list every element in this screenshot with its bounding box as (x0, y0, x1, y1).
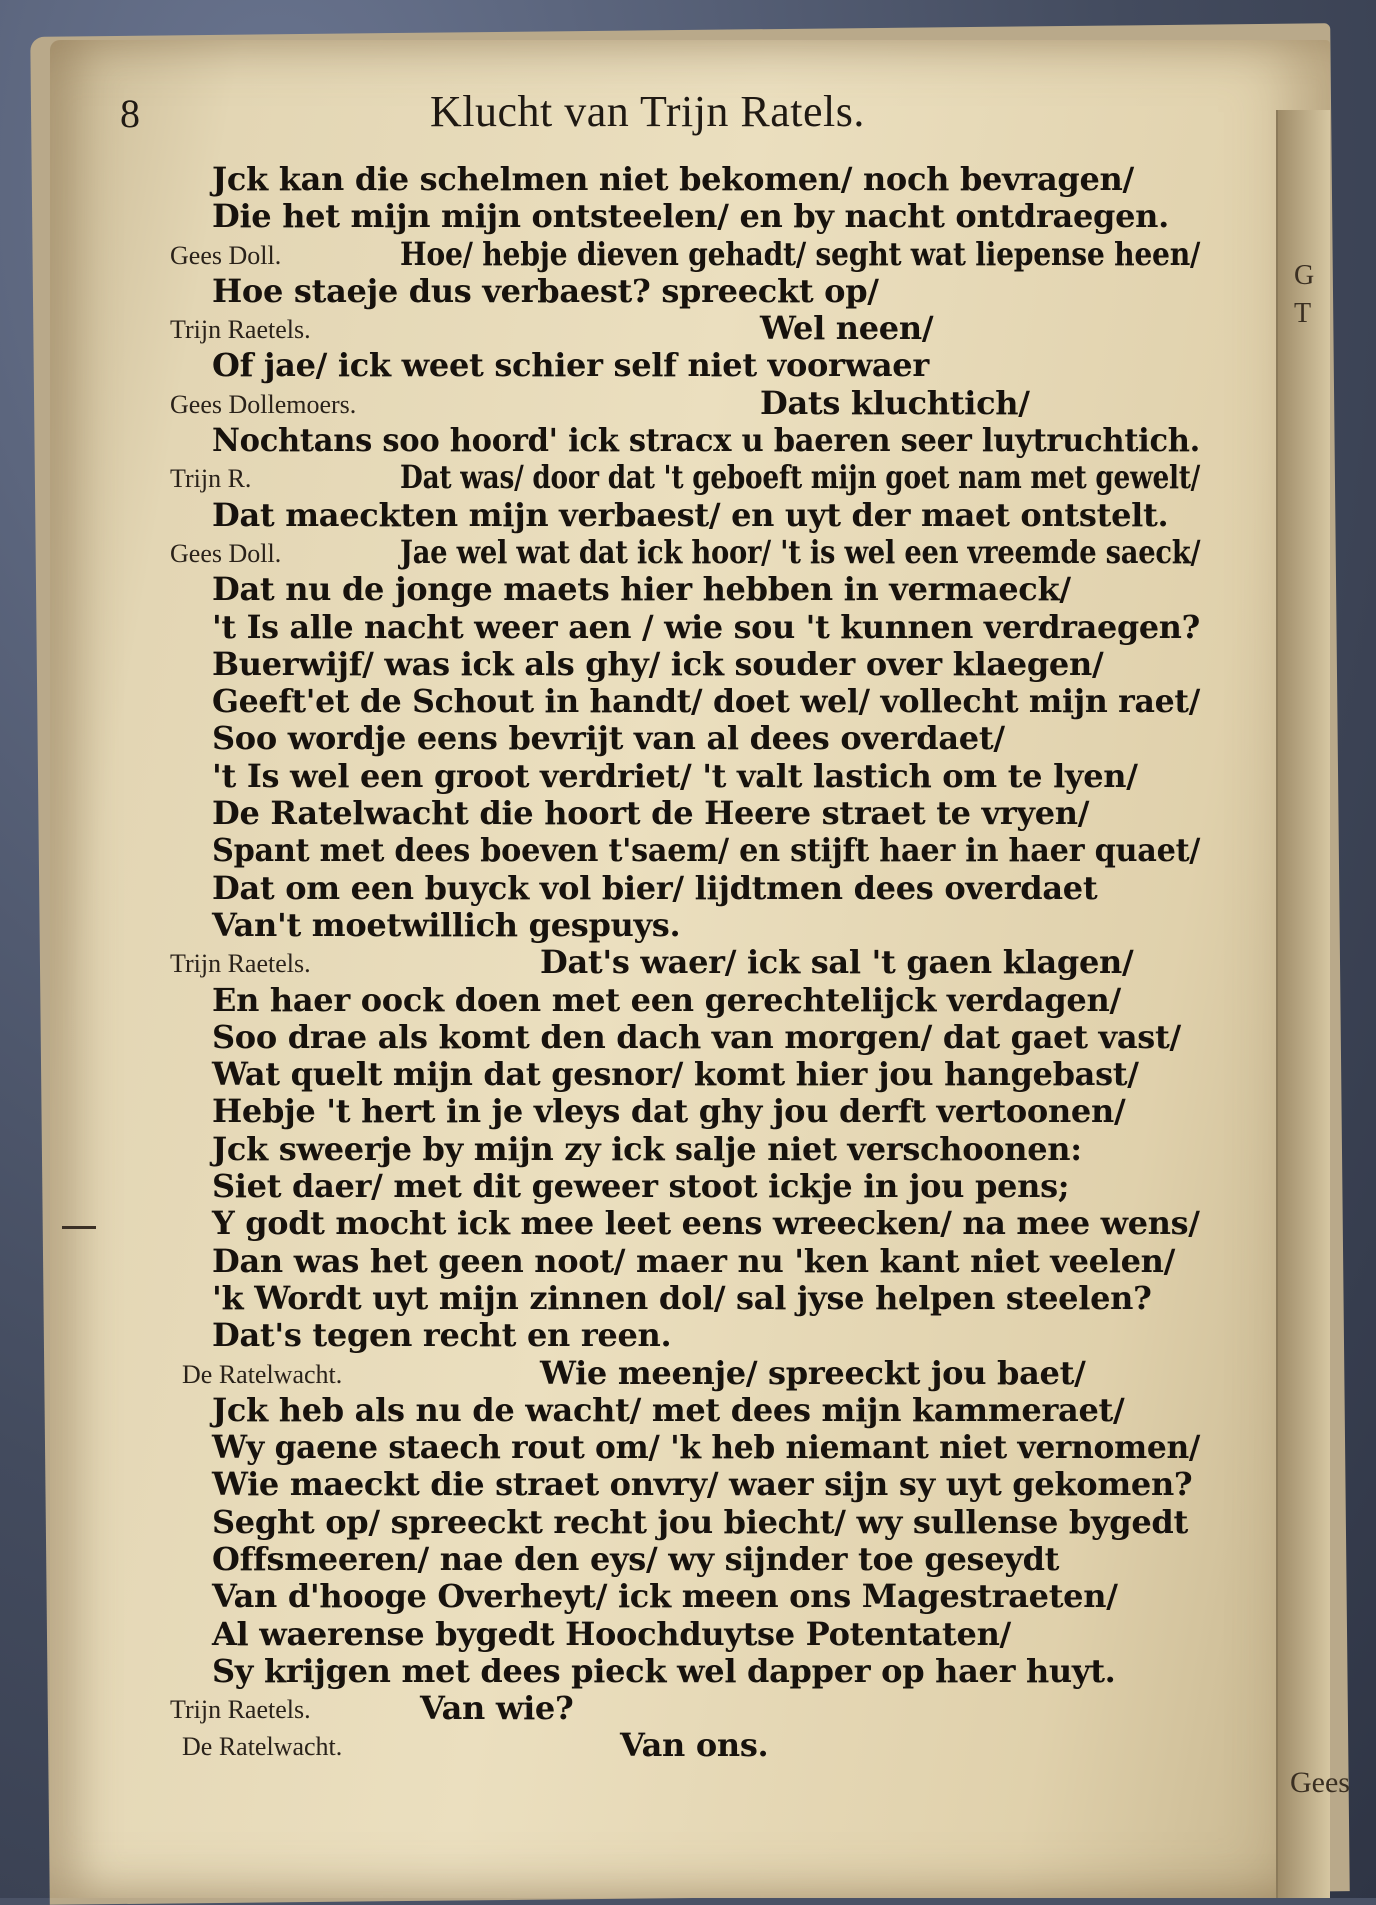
verse-text: Van ons. (620, 1726, 769, 1765)
verse-line (120, 1242, 1230, 1279)
verse-line (120, 309, 1230, 346)
verse-text: Jck kan die schelmen niet bekomen/ noch bevragen/ (212, 160, 1134, 198)
speaker-name: Trijn R. (170, 464, 252, 494)
verse-text: Seght op/ spreeckt recht jou biecht/ wy sullense bygedt (212, 1502, 1188, 1541)
verse-line (120, 1018, 1230, 1055)
verse-text: Dat maeckten mijn verbaest/ en uyt der maet ontstelt. (212, 495, 1169, 534)
verse-line (120, 1092, 1230, 1129)
verse-text: 't Is alle nacht weer aen / wie sou 't kunnen verdraegen? (212, 607, 1200, 646)
verse-text: Hebje 't hert in je vleys dat ghy jou derft vertoonen/ (212, 1092, 1126, 1131)
verse-line (120, 981, 1230, 1018)
verse-line (120, 346, 1230, 383)
speaker-name: De Ratelwacht. (182, 1732, 343, 1762)
verse-line (120, 1279, 1230, 1316)
speaker-name: Gees Doll. (170, 240, 282, 270)
verse-text: En haer oock doen met een gerechtelijck verdagen/ (212, 980, 1121, 1019)
verse-text: 'k Wordt uyt mijn zinnen dol/ sal jyse helpen steelen? (212, 1278, 1152, 1317)
verse-line (120, 496, 1230, 533)
verse-text: 't Is wel een groot verdriet/ 't valt lastich om te lyen/ (212, 756, 1138, 795)
verse-line (120, 1055, 1230, 1092)
verse-text: Dats kluchtich/ (760, 383, 1030, 422)
verse-text: Hoe/ hebje dieven gehadt/ seght wat liepense heen/ (400, 234, 1201, 273)
verse-line (120, 421, 1230, 458)
verse-text: Of jae/ ick weet schier self niet voorwaer (212, 346, 929, 385)
verse-text: Soo drae als komt den dach van morgen/ dat gaet vast/ (212, 1017, 1181, 1056)
verse-line (120, 682, 1230, 719)
verse-text: Wel neen/ (760, 309, 934, 348)
verse-line (120, 235, 1230, 272)
verse-text: Dat nu de jonge maets hier hebben in vermaeck/ (212, 570, 1071, 609)
speaker-name: Gees Dollemoers. (170, 389, 357, 419)
verse-text: Al waerense bygedt Hoochduytse Potentaten/ (212, 1614, 1011, 1653)
running-title: Klucht van Trijn Ratels. (430, 87, 865, 136)
verse-line (120, 1615, 1230, 1652)
verse-line (120, 1167, 1230, 1204)
verse-text: Dat om een buyck vol bier/ lijdtmen dees overdaet (212, 868, 1098, 907)
verse-line (120, 719, 1230, 756)
verse-line (120, 869, 1230, 906)
speaker-name: Trijn Raetels. (170, 1695, 311, 1725)
verse-text: Jck sweerje by mijn zy ick salje niet verschoonen: (212, 1129, 1082, 1168)
verse-text: Wie maeckt die straet onvry/ waer sijn sy uyt gekomen? (212, 1465, 1193, 1504)
verse-line (120, 272, 1230, 309)
verse-line (120, 197, 1230, 234)
verse-text: Y godt mocht ick mee leet eens wreecken/ na mee wens/ (212, 1204, 1200, 1243)
verse-text: Buerwijf/ was ick als ghy/ ick souder over klaegen/ (212, 644, 1104, 683)
verse-line (120, 757, 1230, 794)
adjacent-page (1276, 110, 1330, 1898)
verse-text: Dat's tegen recht en reen. (212, 1316, 672, 1355)
verse-text: Sy krijgen met dees pieck wel dapper op haer huyt. (212, 1651, 1116, 1690)
verse-text: Dat's waer/ ick sal 't gaen klagen/ (540, 943, 1134, 982)
verse-text: Soo wordje eens bevrijt van al dees overdaet/ (212, 719, 1005, 758)
adjacent-page-fragment: T (1294, 298, 1312, 329)
verse-line (120, 943, 1230, 980)
verse-line (120, 1204, 1230, 1241)
verse-line (120, 1316, 1230, 1353)
verse-line (120, 1689, 1230, 1726)
verse-text: Dat was/ door dat 't geboeft mijn goet nam met gewelt/ (400, 458, 1201, 497)
verse-line (120, 1130, 1230, 1167)
verse-text: Wie meenje/ spreeckt jou baet/ (540, 1353, 1086, 1392)
speaker-name: Gees Doll. (170, 538, 282, 568)
verse-line (120, 570, 1230, 607)
verse-line (120, 160, 1230, 197)
verse-line (120, 794, 1230, 831)
speaker-name: Trijn Raetels. (170, 315, 311, 345)
verse-line (120, 1428, 1230, 1465)
verse-text: Hoe staeje dus verbaest? spreeckt op/ (212, 271, 879, 310)
verse-line (120, 906, 1230, 943)
page-number: 8 (120, 91, 140, 136)
play-text (120, 160, 1230, 1764)
verse-text: Van't moetwillich gespuys. (212, 905, 681, 944)
page-header (120, 82, 1120, 152)
verse-line (120, 645, 1230, 682)
verse-text: Wat quelt mijn dat gesnor/ komt hier jou hangebast/ (212, 1055, 1139, 1094)
verse-text: Geeft'et de Schout in handt/ doet wel/ vollecht mijn raet/ (212, 682, 1200, 721)
verse-line (120, 458, 1230, 495)
verse-text: Dan was het geen noot/ maer nu 'ken kant niet veelen/ (212, 1241, 1175, 1280)
verse-text: Wy gaene staech rout om/ 'k heb niemant niet vernomen/ (212, 1428, 1201, 1467)
verse-line (120, 1726, 1230, 1763)
verse-line (120, 1391, 1230, 1428)
verse-text: Siet daer/ met dit geweer stoot ickje in jou pens; (212, 1167, 1070, 1206)
speaker-name: Trijn Raetels. (170, 949, 311, 979)
verse-text: Die het mijn mijn ontsteelen/ en by nacht ontdraegen. (212, 197, 1169, 236)
margin-mark (62, 1226, 96, 1229)
verse-line (120, 1652, 1230, 1689)
adjacent-page-fragment: G (1294, 260, 1315, 291)
verse-text: De Ratelwacht die hoort de Heere straet te vryen/ (212, 794, 1090, 833)
verse-line (120, 1354, 1230, 1391)
verse-line (120, 1577, 1230, 1614)
verse-text: Jck heb als nu de wacht/ met dees mijn kammeraet/ (212, 1390, 1125, 1429)
verse-text: Jae wel wat dat ick hoor/ 't is wel een vreemde saeck/ (400, 532, 1201, 571)
verse-text: Offsmeeren/ nae den eys/ wy sijnder toe geseydt (212, 1539, 1060, 1578)
verse-line (120, 1540, 1230, 1577)
adjacent-page-catchword: Gees (1290, 1766, 1350, 1799)
verse-text: Van wie? (420, 1689, 574, 1728)
verse-text: Spant met dees boeven t'saem/ en stijft haer in haer quaet/ (212, 831, 1201, 870)
verse-line (120, 831, 1230, 868)
verse-line (120, 384, 1230, 421)
verse-line (120, 1503, 1230, 1540)
verse-line (120, 1465, 1230, 1502)
speaker-name: De Ratelwacht. (182, 1359, 343, 1389)
verse-line (120, 608, 1230, 645)
verse-text: Van d'hooge Overheyt/ ick meen ons Magestraeten/ (212, 1577, 1118, 1616)
verse-line (120, 533, 1230, 570)
verse-text: Nochtans soo hoord' ick stracx u baeren seer luytruchtich. (212, 421, 1201, 460)
